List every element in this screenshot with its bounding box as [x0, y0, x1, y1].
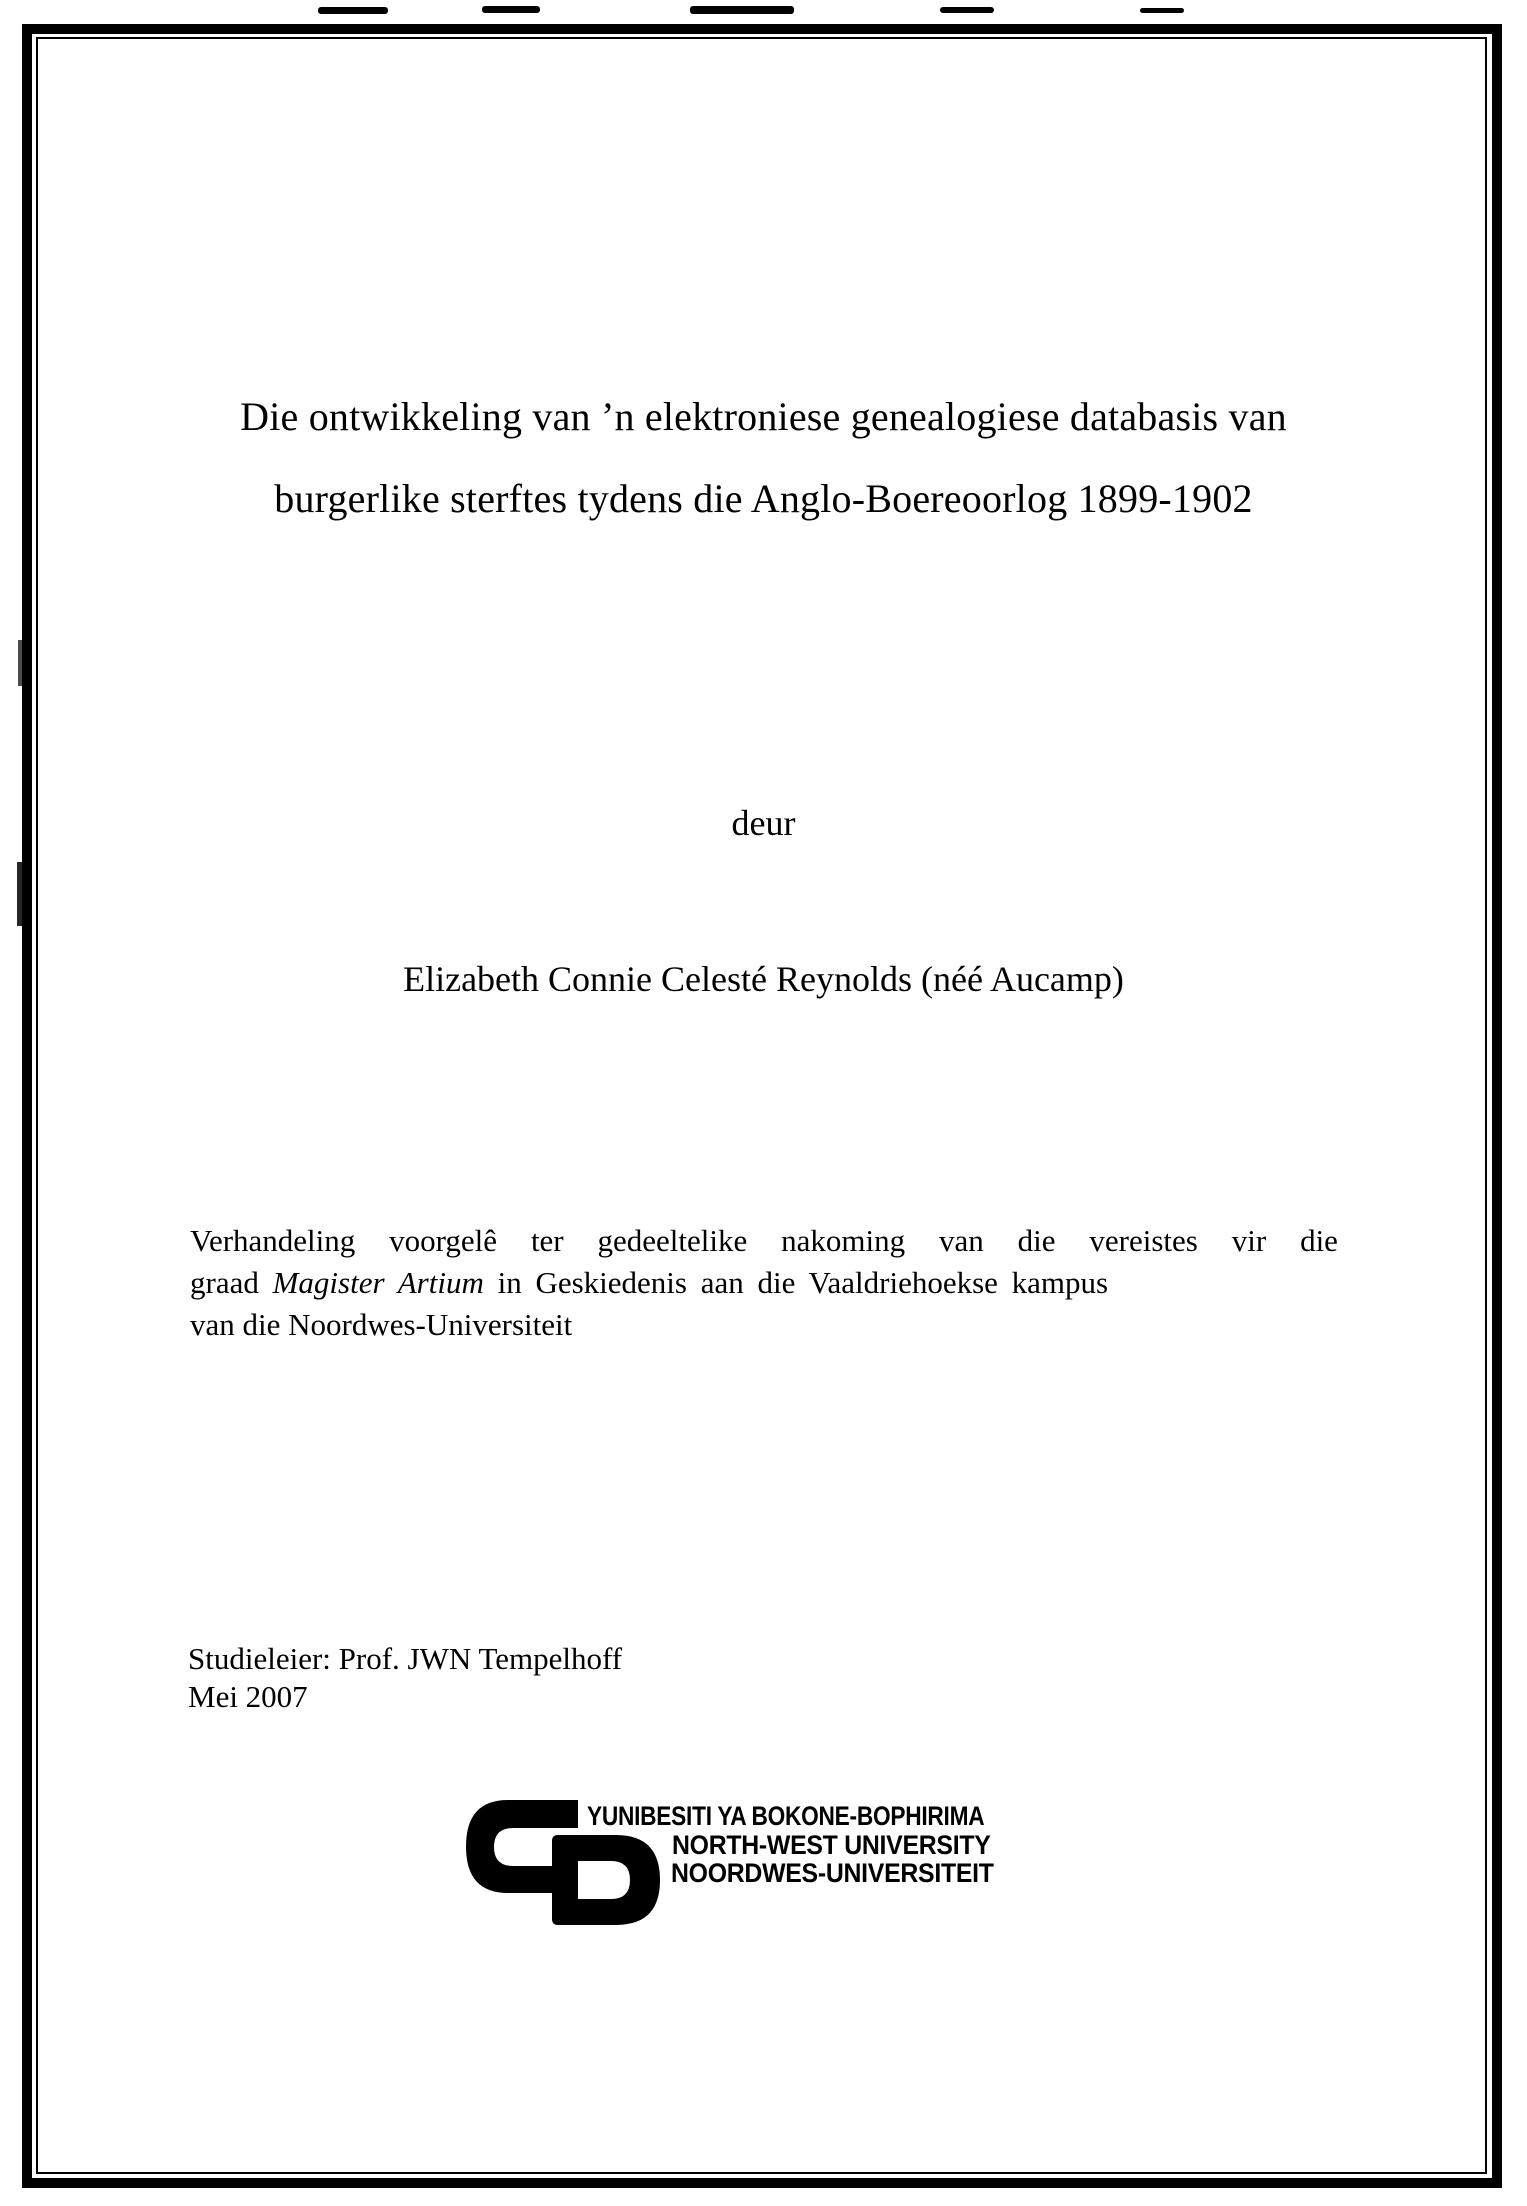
thesis-line1-word: gedeeltelike [597, 1223, 748, 1258]
byline-deur: deur [731, 803, 796, 843]
thesis-line1-word: die [1017, 1223, 1056, 1258]
scan-artifact [1140, 8, 1184, 13]
date-line: Mei 2007 [188, 1679, 308, 1714]
thesis-line1-word: die [1300, 1223, 1338, 1258]
thesis-title-line1: Die ontwikkeling van ’n elektroniese genealogiese databasis van [240, 394, 1287, 439]
thesis-line1-word: vir [1231, 1223, 1267, 1258]
thesis-line1-word: vereistes [1089, 1223, 1198, 1258]
author-name: Elizabeth Connie Celesté Reynolds (néé Aucamp) [403, 959, 1124, 999]
thesis-line2-post: in Geskiedenis aan die Vaaldriehoekse kampus [483, 1265, 1109, 1300]
thesis-line2-degree: Magister Artium [272, 1265, 484, 1300]
logo-text-afrikaans: NOORDWES-UNIVERSITEIT [671, 1858, 994, 1888]
thesis-line1-word: Verhandeling [190, 1223, 356, 1258]
supervisor-block [188, 1640, 622, 1716]
scan-artifact [482, 6, 540, 13]
scan-artifact [940, 7, 994, 13]
scan-artifact [690, 6, 794, 14]
thesis-line1-word: ter [530, 1223, 564, 1258]
thesis-statement-line2 [190, 1262, 1338, 1304]
thesis-line2-pre: graad [190, 1265, 273, 1300]
thesis-title-line2: burgerlike sterftes tydens die Anglo-Boereoorlog 1899-1902 [274, 476, 1253, 521]
thesis-statement-line3: van die Noordwes-Universiteit [190, 1307, 573, 1342]
logo-text-setswana: YUNIBESITI YA BOKONE-BOPHIRIMA [587, 1801, 985, 1831]
thesis-line1-word: van [939, 1223, 984, 1258]
scan-artifact [318, 7, 388, 14]
thesis-statement [190, 1220, 1338, 1346]
thesis-line1-word: voorgelê [389, 1223, 498, 1258]
thesis-line1-word: nakoming [781, 1223, 906, 1258]
logo-text-english: NORTH-WEST UNIVERSITY [672, 1830, 991, 1860]
thesis-statement-line1 [190, 1220, 1338, 1262]
supervisor-line: Studieleier: Prof. JWN Tempelhoff [188, 1641, 623, 1676]
